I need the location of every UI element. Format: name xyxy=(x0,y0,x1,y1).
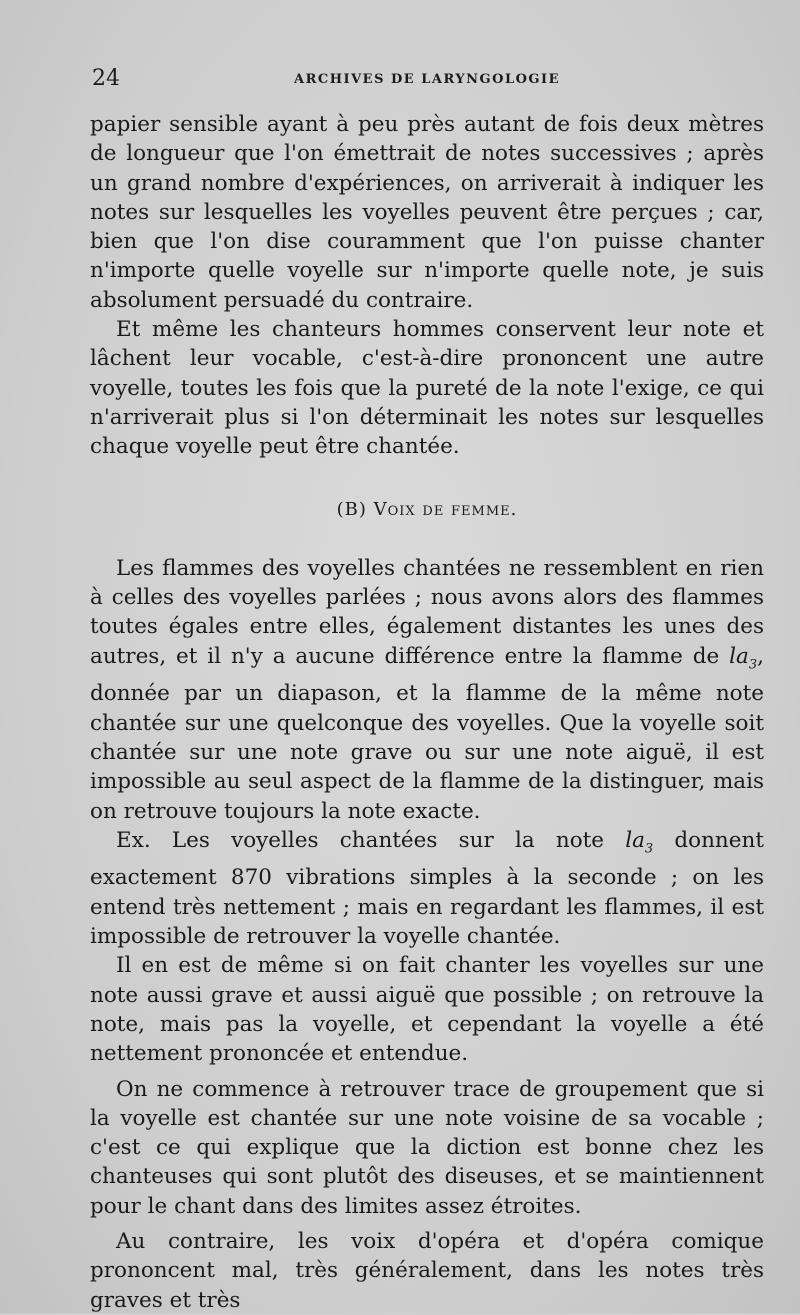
note-la3 xyxy=(729,643,758,673)
section-heading xyxy=(90,495,764,524)
paragraph-3-text-a: Les flammes des voyelles chantées ne ressemblent en rien à celles des voyelles parlées ; nous avons alors des flammes toutes égales entre elles, également distantes les unes des autres, et il n'y a aucune différence entre la flamme de xyxy=(90,555,764,669)
page-header xyxy=(92,66,762,96)
page-number: 24 xyxy=(92,66,120,91)
paragraph-3 xyxy=(90,554,764,826)
paragraph-7: Au contraire, les voix d'opéra et d'opéra comique prononcent mal, très généralement, dans les notes très graves et très xyxy=(90,1228,764,1313)
note-octave: 3 xyxy=(748,657,758,673)
paragraph-4-text-b: donnent exactement 870 vibrations simples à la seconde ; on les entend très nettement ; mais en regardant les flammes, il est impossible de retrouver la voyelle chantée. xyxy=(90,827,764,950)
section-label: (B) xyxy=(336,498,367,520)
note-name: la xyxy=(625,827,645,853)
paragraph-4-text-a: Ex. Les voyelles chantées sur la note xyxy=(116,827,626,853)
paragraph-3-text-b: , donnée par un diapason, et la flamme de la même note chantée sur une quelconque des voyelles. Que la voyelle soit chantée sur une note grave ou sur une note aiguë, il est impossible au seul aspect de la flamme de la distinguer, mais on retrouve toujours la note exacte. xyxy=(90,643,764,824)
paragraph-4 xyxy=(90,826,764,951)
paragraph-5: Il en est de même si on fait chanter les voyelles sur une note aussi grave et aussi aiguë que possible ; on retrouve la note, mais pas la voyelle, et cependant la voyelle a été nettement prononcée et entendue. xyxy=(90,953,764,1067)
section-title: Voix de femme. xyxy=(373,498,518,520)
running-head: ARCHIVES DE LARYNGOLOGIE xyxy=(294,72,560,87)
paragraph-1: papier sensible ayant à peu près autant de fois deux mètres de longueur que l'on émettrait de notes successives ; après un grand nombre d'expériences, on arriverait à indiquer les notes sur lesquelles les voyelles peuvent être perçues ; car, bien que l'on dise couramment que l'on puisse chanter n'importe quelle voyelle sur n'importe quelle note, je suis absolument persuadé du contraire. xyxy=(90,112,764,313)
note-name: la xyxy=(729,643,749,669)
page-body xyxy=(90,110,764,1315)
paragraph-6: On ne commence à retrouver trace de groupement que si la voyelle est chantée sur une note voisine de sa vocable ; c'est ce qui explique que la diction est bonne chez les chanteuses qui sont plutôt des diseuses, et se maintiennent pour le chant dans des limites assez étroites. xyxy=(90,1076,764,1219)
paragraph-2: Et même les chanteurs hommes conservent leur note et lâchent leur vocable, c'est-à-dire prononcent une autre voyelle, toutes les fois que la pureté de la note l'exige, ce qui n'arriverait plus si l'on déterminait les notes sur lesquelles chaque voyelle peut être chantée. xyxy=(90,317,764,460)
note-la3 xyxy=(625,827,654,857)
note-octave: 3 xyxy=(644,841,654,857)
